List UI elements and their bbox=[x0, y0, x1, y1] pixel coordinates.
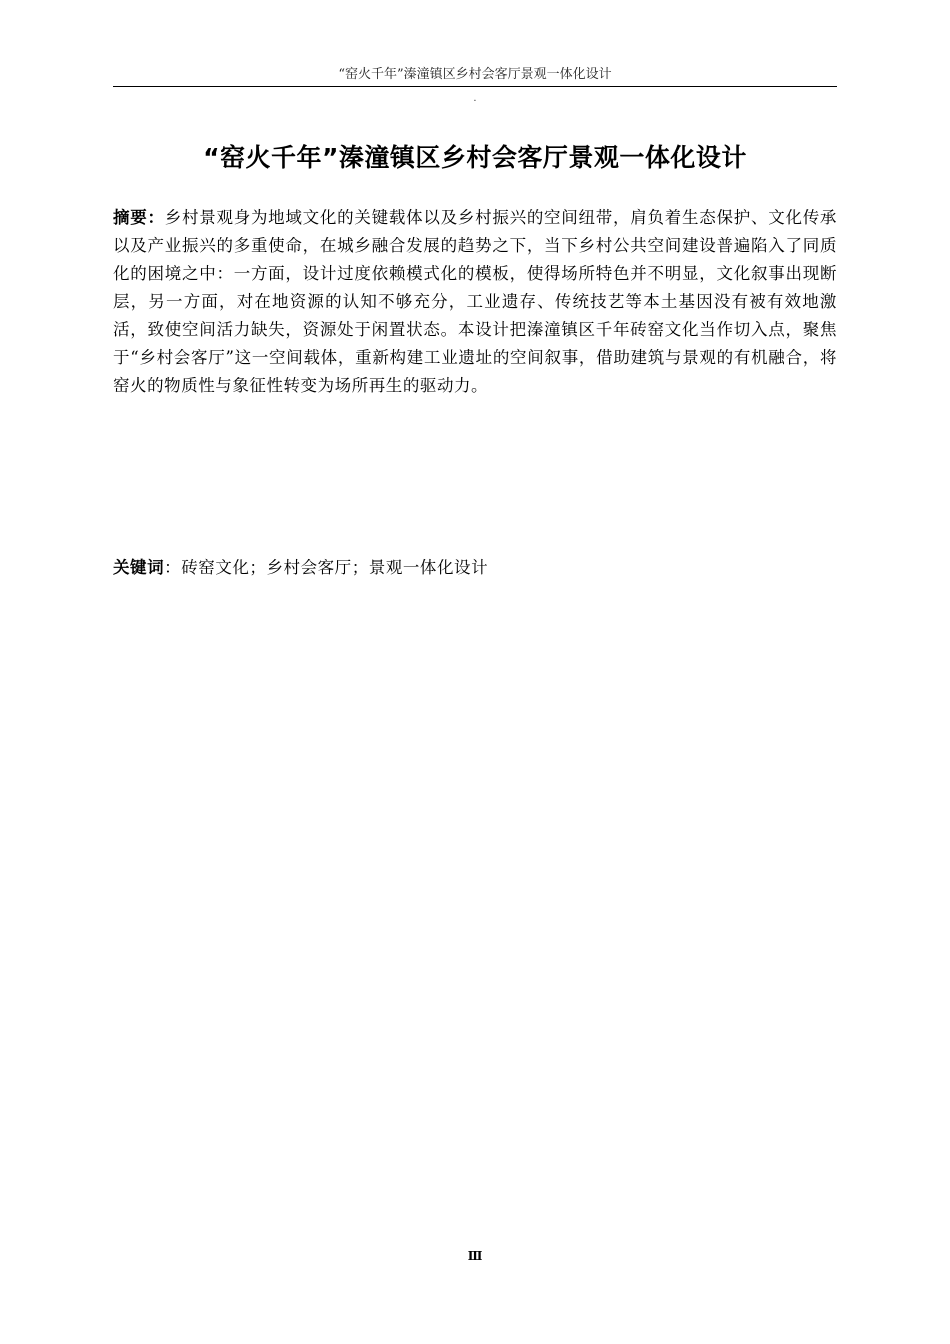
abstract-label: 摘要 bbox=[113, 208, 148, 227]
running-header: “窑火千年”溱潼镇区乡村会客厅景观一体化设计 bbox=[338, 67, 612, 82]
paper-title: “窑火千年”溱潼镇区乡村会客厅景观一体化设计 bbox=[203, 143, 747, 172]
keywords-label: 关键词 bbox=[113, 558, 165, 577]
page-number: Ⅲ bbox=[467, 1249, 483, 1263]
keywords-text: 砖窑文化；乡村会客厅；景观一体化设计 bbox=[181, 558, 489, 577]
abstract-text: 乡村景观身为地域文化的关键载体以及乡村振兴的空间纽带，肩负着生态保护、文化传承以及产业振兴的多重使命，在城乡融合发展的趋势之下，当下乡村公共空间建设普遍陷入了同质化的困境之中：一方面，设计过度依赖模式化的模板，使得场所特色并不明显，文化叙事出现断层，另一方面，对在地资源的认知不够充分，工业遗存、传统技艺等本土基因没有被有效地激活，致使空间活力缺失，资源处于闲置状态。本设计把溱潼镇区千年砖窑文化当作切入点，聚焦于“乡村会客厅”这一空间载体，重新构建工业遗址的空间叙事，借助建筑与景观的有机融合，将窑火的物质性与象征性转变为场所再生的驱动力。 bbox=[113, 208, 837, 395]
header-dot: · bbox=[473, 96, 477, 107]
keywords-label-separator: ： bbox=[164, 558, 182, 577]
abstract-paragraph bbox=[113, 204, 837, 400]
keywords-line bbox=[113, 554, 837, 582]
abstract-label-separator: ： bbox=[147, 208, 165, 227]
header-rule bbox=[113, 86, 837, 87]
